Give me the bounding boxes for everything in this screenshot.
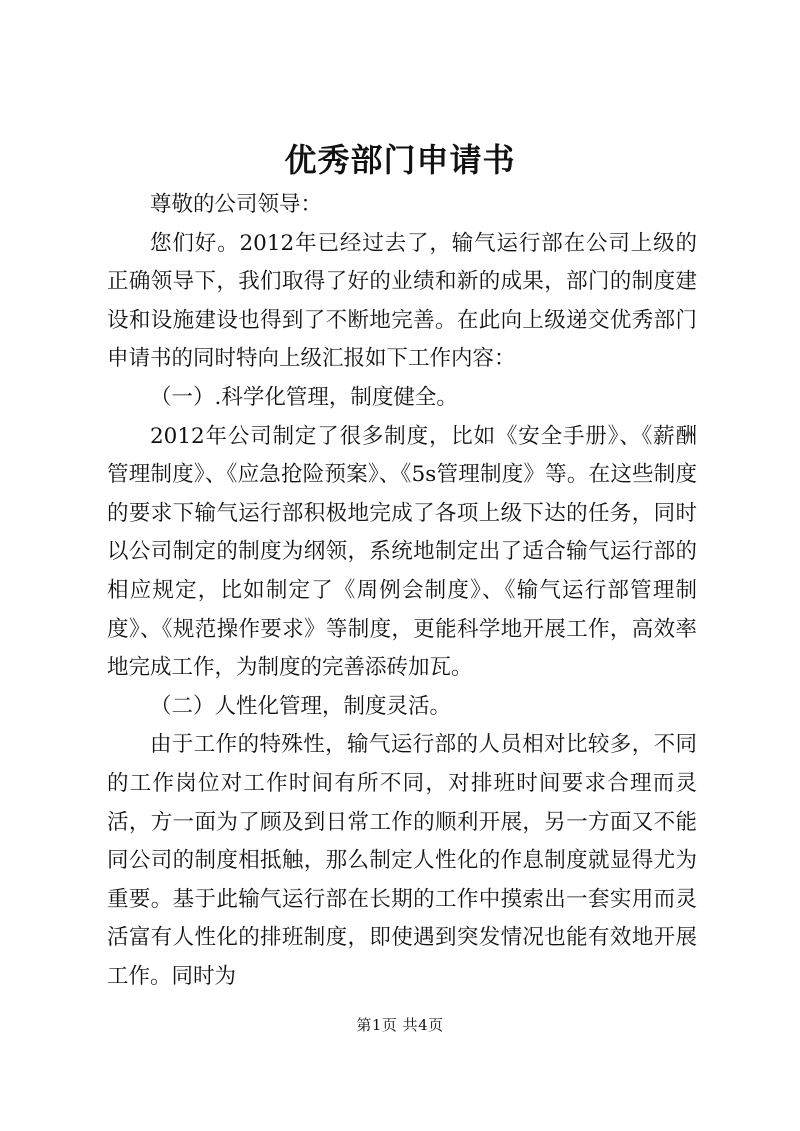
paragraph-section-2: 由于工作的特殊性，输气运行部的人员相对比较多，不同的工作岗位对工作时间有所不同，对排班时间要求合理而灵活，方一面为了顾及到日常工作的顺利开展，另一方面又不能同公司的制度相抵触，那么制定人性化的作息制度就显得尤为重要。基于此输气运行部在长期的工作中摸索出一套实用而灵活富有人性化的排班制度，即使遇到突发情况也能有效地开展工作。同时为 (107, 732, 697, 989)
paragraph-intro: 您们好。2012年已经过去了，输气运行部在公司上级的正确领导下，我们取得了好的业绩和新的成果，部门的制度建设和设施建设也得到了不断地完善。在此向上级递交优秀部门申请书的同时特向上级汇报如下工作内容： (107, 230, 697, 372)
paragraph-section-1: 2012年公司制定了很多制度，比如《安全手册》、《薪酬管理制度》、《应急抢险预案》、《5s管理制度》等。在这些制度的要求下输气运行部积极地完成了各项上级下达的任务，同时以公司制定的制度为纲领，系统地制定出了适合输气运行部的相应规定，比如制定了《周例会制度》、《输气运行部管理制度》、《规范操作要求》等制度，更能科学地开展工作，高效率地完成工作，为制度的完善添砖加瓦。 (107, 423, 697, 681)
salutation: 尊敬的公司领导： (150, 192, 323, 217)
document-title: 优秀部门申请书 (284, 141, 516, 179)
document-body (107, 186, 697, 996)
section-heading-1: （一）.科学化管理，制度健全。 (150, 384, 458, 410)
page-footer: 第1页 共4页 (356, 1016, 444, 1034)
section-heading-2: （二）人性化管理，制度灵活。 (150, 693, 452, 719)
